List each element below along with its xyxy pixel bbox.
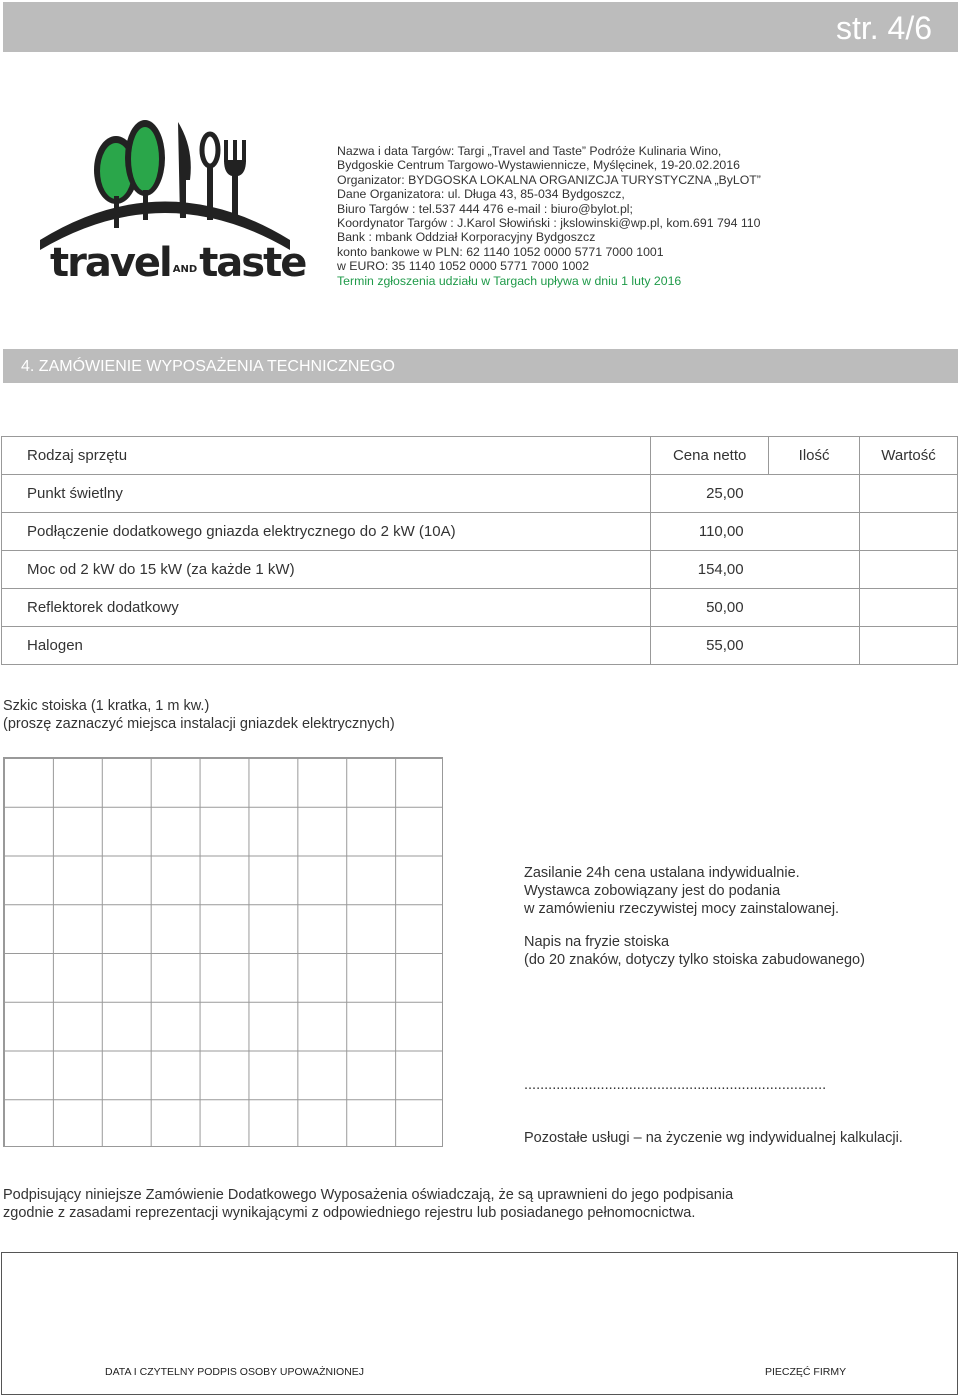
table-row <box>2 589 958 627</box>
fascia-text-field[interactable]: ........................................................................... <box>524 1077 827 1093</box>
quantity-field[interactable] <box>769 475 860 513</box>
info-line: w EURO: 35 1140 1052 0000 5771 7000 1002 <box>337 259 590 274</box>
fascia-note <box>524 933 865 969</box>
page-number: str. 4/6 <box>835 10 932 46</box>
table-row <box>2 627 958 665</box>
header-value: Wartość <box>860 437 958 475</box>
other-services-note: Pozostałe usługi – na życzenie wg indywidualnej kalkulacji. <box>524 1130 903 1146</box>
info-line: Biuro Targów : tel.537 444 476 e-mail : biuro@bylot.pl; <box>337 201 633 216</box>
note-line: w zamówieniu rzeczywistej mocy zainstalowanej. <box>524 901 840 917</box>
info-line: Koordynator Targów : J.Karol Słowiński : jkslowinski@wp.pl, kom.691 794 110 <box>337 216 761 231</box>
value-field[interactable] <box>860 627 958 665</box>
row-price: 50,00 <box>651 589 769 627</box>
declaration <box>3 1186 733 1222</box>
row-price: 154,00 <box>651 551 769 589</box>
row-name: Podłączenie dodatkowego gniazda elektrycznego do 2 kW (10A) <box>2 513 651 551</box>
quantity-field[interactable] <box>769 551 860 589</box>
row-price: 110,00 <box>651 513 769 551</box>
logo-word-and: AND <box>172 264 198 275</box>
header-price: Cena netto <box>651 437 769 475</box>
info-line: Nazwa i data Targów: Targi „Travel and Taste” Podróże Kulinaria Wino, <box>337 144 722 158</box>
info-line: Dane Organizatora: ul. Długa 43, 85-034 Bydgoszcz, <box>337 187 625 202</box>
row-name: Punkt świetlny <box>2 475 651 513</box>
info-line: Bydgoskie Centrum Targowo-Wystawiennicze, Myślęcinek, 19-20.02.2016 <box>337 158 740 173</box>
value-field[interactable] <box>860 475 958 513</box>
row-name: Halogen <box>2 627 651 665</box>
info-line: Bank : mbank Oddział Korporacyjny Bydgoszcz <box>337 230 596 245</box>
logo-wordmark <box>50 240 305 286</box>
quantity-field[interactable] <box>769 513 860 551</box>
table-row <box>2 513 958 551</box>
row-name: Reflektorek dodatkowy <box>2 589 651 627</box>
power-notes <box>524 864 839 918</box>
sketch-line: (proszę zaznaczyć miejsca instalacji gniazdek elektrycznych) <box>3 716 395 732</box>
value-field[interactable] <box>860 513 958 551</box>
declaration-line: Podpisujący niniejsze Zamówienie Dodatkowego Wyposażenia oświadczają, że są uprawnieni do jego podpisania <box>3 1187 734 1203</box>
stand-sketch-grid[interactable] <box>3 757 443 1147</box>
page-header <box>3 2 958 52</box>
value-field[interactable] <box>860 551 958 589</box>
note-line: Wystawca zobowiązany jest do podania <box>524 883 781 899</box>
row-price: 55,00 <box>651 627 769 665</box>
stamp-label: PIECZĘĆ FIRMY <box>765 1366 847 1378</box>
declaration-line: zgodnie z zasadami reprezentacji wynikającymi z odpowiedniego rejestru lub posiadanego pełnomocnictwa. <box>3 1205 696 1221</box>
logo-word-travel: travel <box>50 240 171 286</box>
section-title: 4. ZAMÓWIENIE WYPOSAŻENIA TECHNICZNEGO <box>21 358 395 375</box>
deadline-note: Termin zgłoszenia udziału w Targach upływa w dniu 1 luty 2016 <box>337 273 682 288</box>
equipment-table <box>1 436 958 665</box>
logo-word-taste: taste <box>199 240 306 286</box>
note-line: Zasilanie 24h cena ustalana indywidualnie. <box>524 865 800 881</box>
row-name: Moc od 2 kW do 15 kW (za każde 1 kW) <box>2 551 651 589</box>
info-line: konto bankowe w PLN: 62 1140 1052 0000 5771 7000 1001 <box>337 244 664 259</box>
signature-label: DATA I CZYTELNY PODPIS OSOBY UPOWAŻNIONEJ <box>105 1366 365 1378</box>
header-equipment: Rodzaj sprzętu <box>2 437 651 475</box>
header-quantity: Ilość <box>769 437 860 475</box>
table-row <box>2 475 958 513</box>
info-line: Organizator: BYDGOSKA LOKALNA ORGANIZCJA TURYSTYCZNA „ByLOT” <box>337 172 761 187</box>
table-row <box>2 551 958 589</box>
quantity-field[interactable] <box>769 589 860 627</box>
sketch-instructions <box>3 697 395 733</box>
section-header <box>3 349 958 383</box>
fascia-line: Napis na fryzie stoiska <box>524 934 670 950</box>
sketch-line: Szkic stoiska (1 kratka, 1 m kw.) <box>3 698 210 714</box>
fair-info <box>337 144 761 288</box>
value-field[interactable] <box>860 589 958 627</box>
quantity-field[interactable] <box>769 627 860 665</box>
fascia-line: (do 20 znaków, dotyczy tylko stoiska zabudowanego) <box>524 952 865 968</box>
row-price: 25,00 <box>651 475 769 513</box>
table-header-row <box>2 437 958 475</box>
